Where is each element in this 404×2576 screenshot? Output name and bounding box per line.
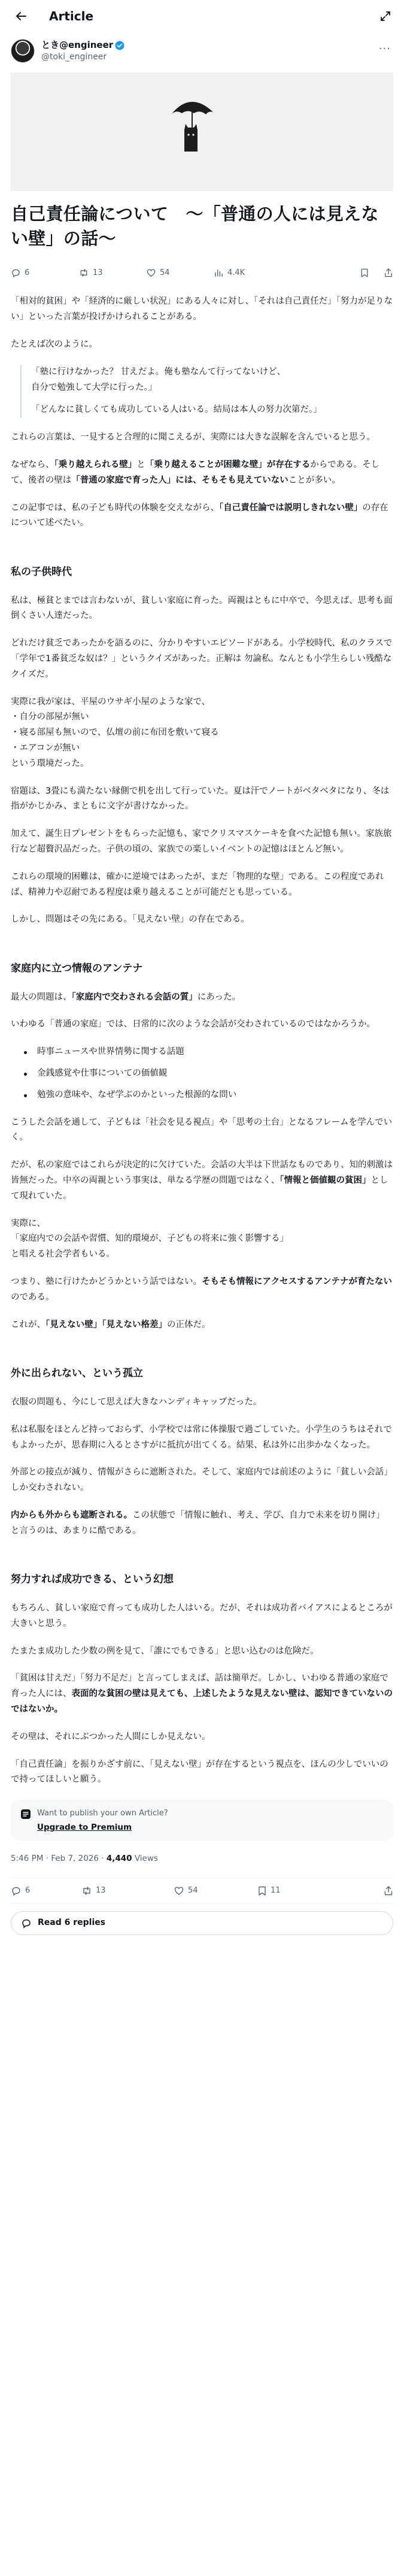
- verified-badge-icon: [115, 41, 124, 50]
- article-title: 自己責任論について 〜「普通の人には見えない壁」の話〜: [11, 204, 379, 249]
- reply-icon: [11, 1885, 22, 1896]
- paragraph: [11, 695, 393, 772]
- reply-icon: [11, 268, 21, 278]
- repost-count: 13: [93, 268, 103, 277]
- reply-bubble-icon: [21, 1918, 32, 1929]
- text: からである。そして、後者の壁は: [11, 459, 380, 485]
- bullet-list: [11, 1045, 393, 1103]
- paragraph: たとえば次のように。: [11, 339, 98, 349]
- paragraph: こうした会話を通して、子どもは「社会を見る視点」や「思考の土台」となるフレームを学んでいく。: [11, 1117, 393, 1143]
- text: だが、私の家庭ではこれらが決定的に欠けていた。会話の大半は下世話なものであり、知的刺激は皆無だった。中卒の両親という事実は、単なる学歴の問題ではなく、: [11, 1160, 393, 1186]
- text: の存在について述べたい。: [11, 503, 388, 528]
- bookmark-count: 11: [271, 1886, 281, 1896]
- like-stat[interactable]: [146, 266, 214, 280]
- paragraph: [11, 458, 393, 489]
- article-stats: [11, 264, 393, 281]
- premium-upsell: [11, 1800, 393, 1841]
- paragraph: 宿題は、3畳にも満たない縁側で机を出して行っていた。夏は汗でノートがベタベタになり、冬は指がかじかみ、まともに文字が書けなかった。: [11, 786, 390, 812]
- section-heading: 努力すれば成功できる、という幻想: [11, 1573, 174, 1586]
- bookmark-button[interactable]: [257, 1884, 341, 1897]
- expand-icon[interactable]: [376, 7, 394, 25]
- share-icon: [384, 1885, 393, 1896]
- line: 実際に、: [11, 1218, 45, 1228]
- text: ことが多い。: [288, 475, 341, 485]
- share-button[interactable]: [384, 1885, 393, 1896]
- article-body: [0, 281, 404, 1788]
- premium-icon: [20, 1809, 31, 1820]
- paragraph: [11, 1318, 393, 1333]
- line: 実際に我が家は、平屋のウサギ小屋のような家で、: [11, 697, 211, 707]
- section-heading: 家庭内に立つ情報のアンテナ: [11, 962, 143, 975]
- paragraph: [11, 1216, 393, 1263]
- reply-button[interactable]: [11, 1884, 81, 1897]
- reply-stat[interactable]: [11, 266, 78, 280]
- paragraph: 衣服の問題も、今にして思えば大きなハンディキャップだった。: [11, 1397, 262, 1407]
- views-chart-icon: [214, 268, 224, 278]
- paragraph: 外部との接点が減り、情報がさらに遮断された。そして、家庭内では前述のように「貧しい会話」しか交わされない。: [11, 1467, 393, 1493]
- list-item: 金銭感覚や仕事についての価値観: [11, 1066, 393, 1082]
- paragraph: もちろん、貧しい家庭で育っても成功した人はいる。だが、それは成功者バイアスによるところが大きいと思う。: [11, 1603, 393, 1628]
- share-icon[interactable]: [384, 268, 393, 278]
- paragraph: [11, 990, 393, 1006]
- bold-text: 「家庭内で交わされる会話の質」: [71, 992, 198, 1002]
- repost-button[interactable]: [81, 1884, 174, 1897]
- section-heading: 私の子供時代: [11, 566, 72, 579]
- paragraph: どれだけ貧乏であったかを語るのに、分かりやすいエピソードがある。小学校時代、私のクラスで「学年で1番貧乏な奴は？」というクイズがあった。正解は 勿論私。なんとも小学生らしい残酷なクイズだ。: [11, 638, 393, 679]
- reply-count: 6: [25, 1886, 31, 1896]
- line: ・自分の部屋が無い: [11, 712, 89, 722]
- line: という環境だった。: [11, 758, 89, 768]
- author-row: [0, 32, 404, 70]
- paragraph: 私は、極貧とまでは言わないが、貧しい家庭に育った。両親はともに中卒で、今思えば、思考も面倒くさい人達だった。: [11, 595, 393, 621]
- text: 最大の問題は、: [11, 992, 72, 1002]
- premium-question: Want to publish your own Article?: [37, 1809, 168, 1818]
- text: なぜなら、: [11, 459, 54, 470]
- author-handle[interactable]: @toki_engineer: [41, 52, 107, 62]
- paragraph: [11, 1508, 393, 1539]
- bold-text: 「情報と価値観の貧困」: [280, 1176, 371, 1186]
- views-count: 4.4K: [227, 268, 245, 277]
- repost-stat[interactable]: [78, 266, 146, 280]
- bold-text: 「乗り越えられる壁」: [54, 459, 137, 470]
- heart-icon: [174, 1885, 184, 1896]
- text: これが、: [11, 1319, 45, 1330]
- repost-count: 13: [96, 1886, 106, 1896]
- bold-text: 「自己責任論では説明しきれない壁」: [219, 503, 363, 513]
- view-count: 4,440: [106, 1854, 132, 1864]
- paragraph: [11, 501, 393, 532]
- more-options-icon[interactable]: ···: [378, 43, 391, 55]
- text: の正体だ。: [167, 1319, 211, 1330]
- quote-paragraph: [31, 365, 393, 396]
- back-arrow-icon[interactable]: [11, 6, 31, 26]
- section-heading: 外に出られない、という孤立: [11, 1367, 143, 1380]
- line: ・寝る部屋も無いので、仏壇の前に布団を敷いて寝る: [11, 728, 219, 738]
- paragraph: 私は私服をほとんど持っておらず、小学校では常に体操服で過ごしていた。小学生のうちはそれでもよかったが、思春期に入るとさすがに抵抗が出てくる。結果、私は外に出歩かなくなった。: [11, 1424, 392, 1450]
- reply-count: 6: [25, 268, 30, 277]
- action-bar: [11, 1878, 393, 1904]
- paragraph: いわゆる「普通の家庭」では、日常的に次のような会話が交わされているのではなかろうか。: [11, 1019, 375, 1030]
- text: と: [136, 459, 145, 470]
- text: つまり、塾に行けたかどうかという話ではない。: [11, 1277, 202, 1287]
- paragraph: [11, 1158, 393, 1204]
- quote-paragraph: 「どんなに貧しくても成功している人はいる。結局は本人の努力次第だ。」: [31, 405, 322, 415]
- text: のである。: [11, 1292, 54, 1302]
- paragraph: 「自己責任論」を振りかざす前に、「見えない壁」が存在するという視点を、ほんの少しでいいので持ってほしいと願う。: [11, 1759, 388, 1785]
- bold-text: 「見えない壁」「見えない格差」: [45, 1319, 167, 1330]
- bold-text: 表面的な貧困の壁は見えても、上述したような見えない壁は、認知できていないのではないか。: [11, 1689, 393, 1714]
- quote-line: 「塾に行けなかった？ 甘えだよ。俺も塾なんて行ってないけど、: [31, 367, 286, 377]
- read-replies-label: Read 6 replies: [38, 1918, 106, 1928]
- views-label: Views: [132, 1854, 158, 1864]
- like-count: 54: [160, 268, 170, 277]
- upgrade-premium-link[interactable]: Upgrade to Premium: [37, 1823, 132, 1833]
- line: 「家庭内での会話や習慣、知的環境が、子どもの将来に強く影響する」: [11, 1234, 288, 1244]
- list-item: 勉強の意味や、なぜ学ぶのかといった根源的な問い: [11, 1088, 393, 1103]
- views-stat[interactable]: [214, 266, 281, 280]
- paragraph: その壁は、それにぶつかった人間にしか見えない。: [11, 1732, 211, 1742]
- line: ・エアコンが無い: [11, 743, 80, 753]
- text: この状態で「情報に触れ、考え、学び、自力で未来を切り開け」と言うのは、あまりに酷である。: [11, 1510, 385, 1536]
- like-count: 54: [188, 1886, 198, 1896]
- post-timestamp[interactable]: 5:46 PM · Feb 7, 2026 ·: [11, 1854, 107, 1864]
- text: にあった。: [197, 992, 241, 1002]
- paragraph: 「相対的貧困」や「経済的に厳しい状況」にある人々に対し、「それは自己責任だ」「努力が足りない」といった言葉が投げかけられることがある。: [11, 296, 393, 322]
- text: として現れていた。: [11, 1176, 388, 1201]
- author-name[interactable]: とき@engineer: [41, 40, 114, 51]
- text: この記事では、私の子ども時代の体験を交えながら、: [11, 503, 219, 513]
- bold-text: そもそも情報にアクセスするアンテナが育たない: [202, 1277, 392, 1287]
- post-meta: [11, 1854, 393, 1864]
- hero-image: [11, 72, 393, 191]
- repost-icon: [81, 1885, 92, 1896]
- like-button[interactable]: [174, 1884, 257, 1897]
- page-title: Article: [49, 8, 94, 23]
- paragraph: これらの環境的困難は、確かに逆境ではあったが、まだ「物理的な壁」である。この程度であれば、精神力や忍耐である程度は乗り越えることが可能だとも思っている。: [11, 871, 384, 897]
- list-item: 時事ニュースや世界情勢に関する話題: [11, 1045, 393, 1060]
- paragraph: [11, 1275, 393, 1306]
- paragraph: [11, 1671, 393, 1717]
- bold-text: 内からも外からも遮断される。: [11, 1510, 132, 1520]
- top-bar: [0, 0, 404, 32]
- repost-icon: [78, 268, 89, 278]
- heart-icon: [146, 268, 156, 278]
- bookmark-icon[interactable]: [360, 268, 369, 278]
- bold-text: 「乗り越えることが困難な壁」が存在する: [145, 459, 311, 470]
- quote-line: 自分で勉強して大学に行った。」: [31, 382, 157, 392]
- paragraph: たまたま成功した少数の例を見て、「誰にでもできる」と思い込むのは危険だ。: [11, 1646, 319, 1656]
- line: と唱える社会学者もいる。: [11, 1249, 115, 1260]
- avatar[interactable]: [11, 39, 35, 63]
- paragraph: 加えて、誕生日プレゼントをもらった記憶も、家でクリスマスケーキを食べた記憶も無い。家族旅行など超贅沢品だった。子供の頃の、家族での楽しいイベントの記憶はほとんど無い。: [11, 829, 392, 854]
- read-replies-button[interactable]: [11, 1911, 393, 1935]
- bold-text: 「普通の家庭で育った人」には、そもそも見えていない: [71, 475, 288, 485]
- text: 「貧困は甘えだ」「努力不足だ」と言ってしまえば、話は簡単だ。しかし、いわゆる普通の家庭で育った人には、: [11, 1673, 388, 1699]
- bookmark-icon: [257, 1885, 267, 1896]
- paragraph: これらの言葉は、一見すると合理的に聞こえるが、実際には大きな誤解を含んでいると思う。: [11, 432, 375, 443]
- paragraph: しかし、問題はその先にある。「見えない壁」の存在である。: [11, 915, 250, 925]
- blockquote: [20, 365, 393, 418]
